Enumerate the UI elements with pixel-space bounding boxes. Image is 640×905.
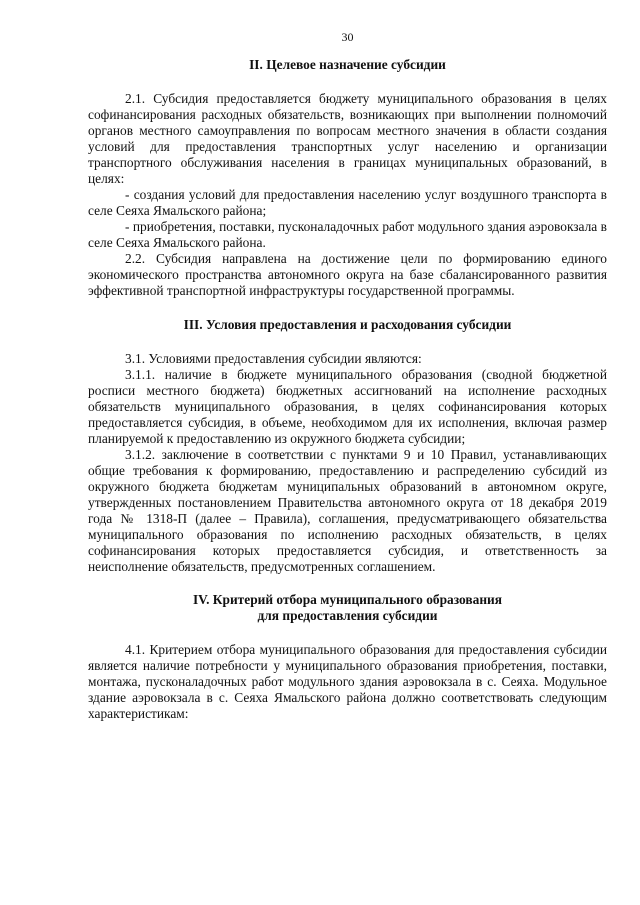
page-number: 30 xyxy=(341,30,354,44)
paragraph-2-2: 2.2. Субсидия направлена на достижение цели по формированию единого экономического пространства автономного округа на базе сбалансированного развития эффективной транспортной инфраструктуры государственной программы. xyxy=(88,251,607,298)
section-4-heading-line-1: IV. Критерий отбора муниципального образования xyxy=(192,592,503,607)
paragraph-3-1: 3.1. Условиями предоставления субсидии являются: xyxy=(125,351,422,366)
section-4-heading xyxy=(88,592,607,624)
paragraph-2-1: 2.1. Субсидия предоставляется бюджету муниципального образования в целях софинансирования расходных обязательств, возникающих при выполнении полномочий органов местного самоуправления по вопросам местного значения в области создания условий для предоставления транспортных услуг населению и организации транспортного обслуживания населения в границах муниципальных образований, в целях: xyxy=(88,91,607,186)
section-2-heading: II. Целевое назначение субсидии xyxy=(249,57,446,72)
section-4-heading-line-2: для предоставления субсидии xyxy=(257,608,438,623)
paragraph-2-1-item-1: - создания условий для предоставления населению услуг воздушного транспорта в селе Сеяха Ямальского района; xyxy=(88,187,607,218)
paragraph-2-1-item-2: - приобретения, поставки, пусконаладочных работ модульного здания аэровокзала в селе Сеяха Ямальского района. xyxy=(88,219,607,250)
section-3-heading: III. Условия предоставления и расходования субсидии xyxy=(183,317,512,332)
paragraph-3-1-2: 3.1.2. заключение в соответствии с пунктами 9 и 10 Правил, устанавливающих общие требования к формированию, предоставлению и распределению субсидий из окружного бюджета бюджетам муниципальных образований в автономном округе, утвержденных постановлением Правительства автономного округа от 18 декабря 2019 года № 1318-П (далее – Правила), соглашения, предусматривающего обязательства муниципального образования по исполнению расходных обязательств, в целях софинансирования которых предоставляется субсидия, и ответственность за неисполнение обязательств, предусмотренных соглашением. xyxy=(88,447,607,574)
paragraph-3-1-1: 3.1.1. наличие в бюджете муниципального образования (сводной бюджетной росписи местного бюджета) бюджетных ассигнований на исполнение расходных обязательств муниципального образования, в целях софинансирования которых предоставляется субсидия, в объеме, необходимом для их исполнения, включая размер планируемой к предоставлению из окружного бюджета субсидии; xyxy=(88,367,607,446)
paragraph-4-1: 4.1. Критерием отбора муниципального образования для предоставления субсидии является наличие потребности у муниципального образования приобретения, поставки, монтажа, пусконаладочных работ модульного здания аэровокзала в с. Сеяха. Модульное здание аэровокзала в с. Сеяха Ямальского района должно соответствовать следующим характеристикам: xyxy=(88,642,607,721)
